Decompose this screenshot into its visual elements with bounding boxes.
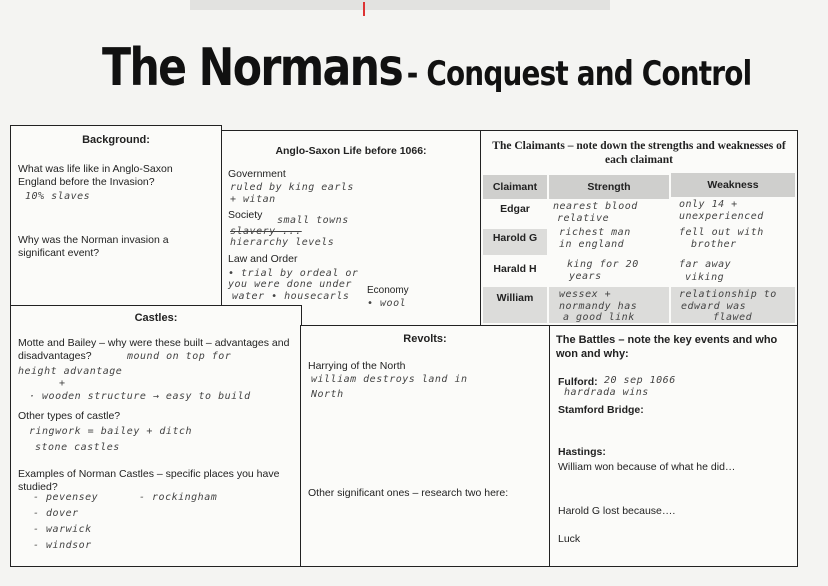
harald-h-weakness-1: far away	[679, 259, 732, 270]
castles-box	[10, 305, 302, 567]
scan-mark	[363, 2, 365, 16]
claimant-harold-g: Harold G	[483, 229, 547, 255]
anglo-gov-a1: ruled by king earls	[230, 182, 354, 193]
anglo-law-a3: water • housecarls	[232, 291, 350, 302]
william-weakness-1: relationship to	[679, 289, 777, 300]
column-strength: Strength	[549, 175, 669, 199]
castle-example: - rockingham	[139, 492, 218, 503]
revolts-a1a: william destroys land in	[311, 374, 468, 385]
background-box	[10, 125, 222, 307]
background-header: Background:	[82, 134, 150, 146]
harold-g-weakness-1: fell out with	[679, 227, 764, 238]
revolts-header: Revolts:	[403, 333, 447, 345]
battles-william: William won because of what he did…	[558, 461, 736, 473]
harald-h-strength-1: king for 20	[567, 259, 639, 270]
harald-h-strength-2: years	[569, 271, 602, 282]
anglo-law: Law and Order	[228, 253, 298, 265]
anglo-economy: Economy	[367, 285, 409, 296]
battles-hastings: Hastings:	[558, 446, 606, 458]
castles-a1a: mound on top for	[127, 351, 232, 362]
castle-example: - pevensey	[33, 492, 99, 503]
harold-g-strength-1: richest man	[559, 227, 631, 238]
anglo-saxon-box	[221, 130, 481, 326]
castles-q3: Examples of Norman Castles – specific places you have studied?	[18, 468, 280, 493]
castles-a1d: · wooden structure → easy to build	[29, 391, 251, 402]
page-title	[102, 38, 752, 108]
castles-header: Castles:	[134, 312, 178, 324]
background-q1: What was life like in Anglo-Saxon England before the Invasion?	[18, 163, 173, 188]
anglo-law-a1: • trial by ordeal or	[228, 268, 359, 279]
castles-a1c: +	[59, 378, 66, 389]
william-weakness-3: flawed	[713, 312, 753, 323]
castle-example: - warwick	[33, 524, 92, 535]
battles-luck: Luck	[558, 533, 581, 545]
revolts-box	[300, 325, 550, 567]
revolts-a1b: North	[311, 389, 344, 400]
battles-fulford-a1: 20 sep 1066	[604, 375, 676, 386]
title-sub: - Conquest and Control	[406, 54, 752, 94]
anglo-soc-a1: small towns	[277, 215, 349, 226]
claimant-harald-h: Harald H	[493, 263, 537, 275]
column-weakness: Weakness	[671, 173, 795, 197]
battles-stamford: Stamford Bridge:	[558, 404, 644, 416]
scan-edge	[190, 0, 610, 10]
revolts-q2: Other significant ones – research two here:	[308, 487, 509, 499]
battles-harold: Harold G lost because….	[558, 505, 676, 517]
castles-a2b: stone castles	[35, 442, 120, 453]
background-a1: 10% slaves	[25, 191, 91, 202]
battles-box	[549, 325, 798, 567]
william-strength-3: a good link	[563, 312, 635, 323]
anglo-header: Anglo-Saxon Life before 1066:	[275, 145, 427, 157]
battles-fulford: Fulford:	[558, 376, 598, 388]
title-main: The Normans	[102, 38, 403, 98]
battles-header: The Battles – note the key events and who won and why:	[556, 334, 778, 360]
harald-h-weakness-2: viking	[685, 272, 725, 283]
castles-a2a: ringwork = bailey + ditch	[29, 426, 193, 437]
claimant-edgar: Edgar	[500, 203, 530, 215]
anglo-soc-a3: hierarchy levels	[230, 237, 335, 248]
anglo-government: Government	[228, 168, 286, 180]
castles-q2: Other types of castle?	[18, 410, 121, 422]
harold-g-strength-2: in england	[559, 239, 625, 250]
castle-example: - windsor	[33, 540, 92, 551]
anglo-law-a2: you were done under	[228, 279, 352, 290]
background-q2: Why was the Norman invasion a significant event?	[18, 234, 169, 259]
anglo-soc-a2: slavery ...	[230, 226, 302, 237]
castle-example: - dover	[33, 508, 79, 519]
edgar-weakness-2: unexperienced	[679, 211, 764, 222]
battles-fulford-a2: hardrada wins	[564, 387, 649, 398]
revolts-q1: Harrying of the North	[308, 360, 406, 372]
edgar-strength-2: relative	[557, 213, 610, 224]
william-strength-2: normandy has	[559, 301, 638, 312]
harold-g-weakness-2: brother	[691, 239, 737, 250]
anglo-society: Society	[228, 209, 263, 221]
edgar-weakness-1: only 14 +	[679, 199, 738, 210]
claimants-header: The Claimants – note down the strengths and weaknesses of each claimant	[492, 140, 786, 166]
anglo-gov-a2: + witan	[230, 194, 276, 205]
william-strength-1: wessex +	[559, 289, 612, 300]
claimant-william: William	[483, 287, 547, 323]
column-claimant: Claimant	[483, 175, 547, 199]
claimants-box	[480, 130, 798, 326]
william-weakness-2: edward was	[681, 301, 747, 312]
castles-q1: Motte and Bailey – why were these built – advantages and disadvantages?	[18, 337, 290, 362]
edgar-strength-1: nearest blood	[553, 201, 638, 212]
castles-a1b: height advantage	[18, 366, 123, 377]
anglo-eco-a1: • wool	[367, 298, 407, 309]
